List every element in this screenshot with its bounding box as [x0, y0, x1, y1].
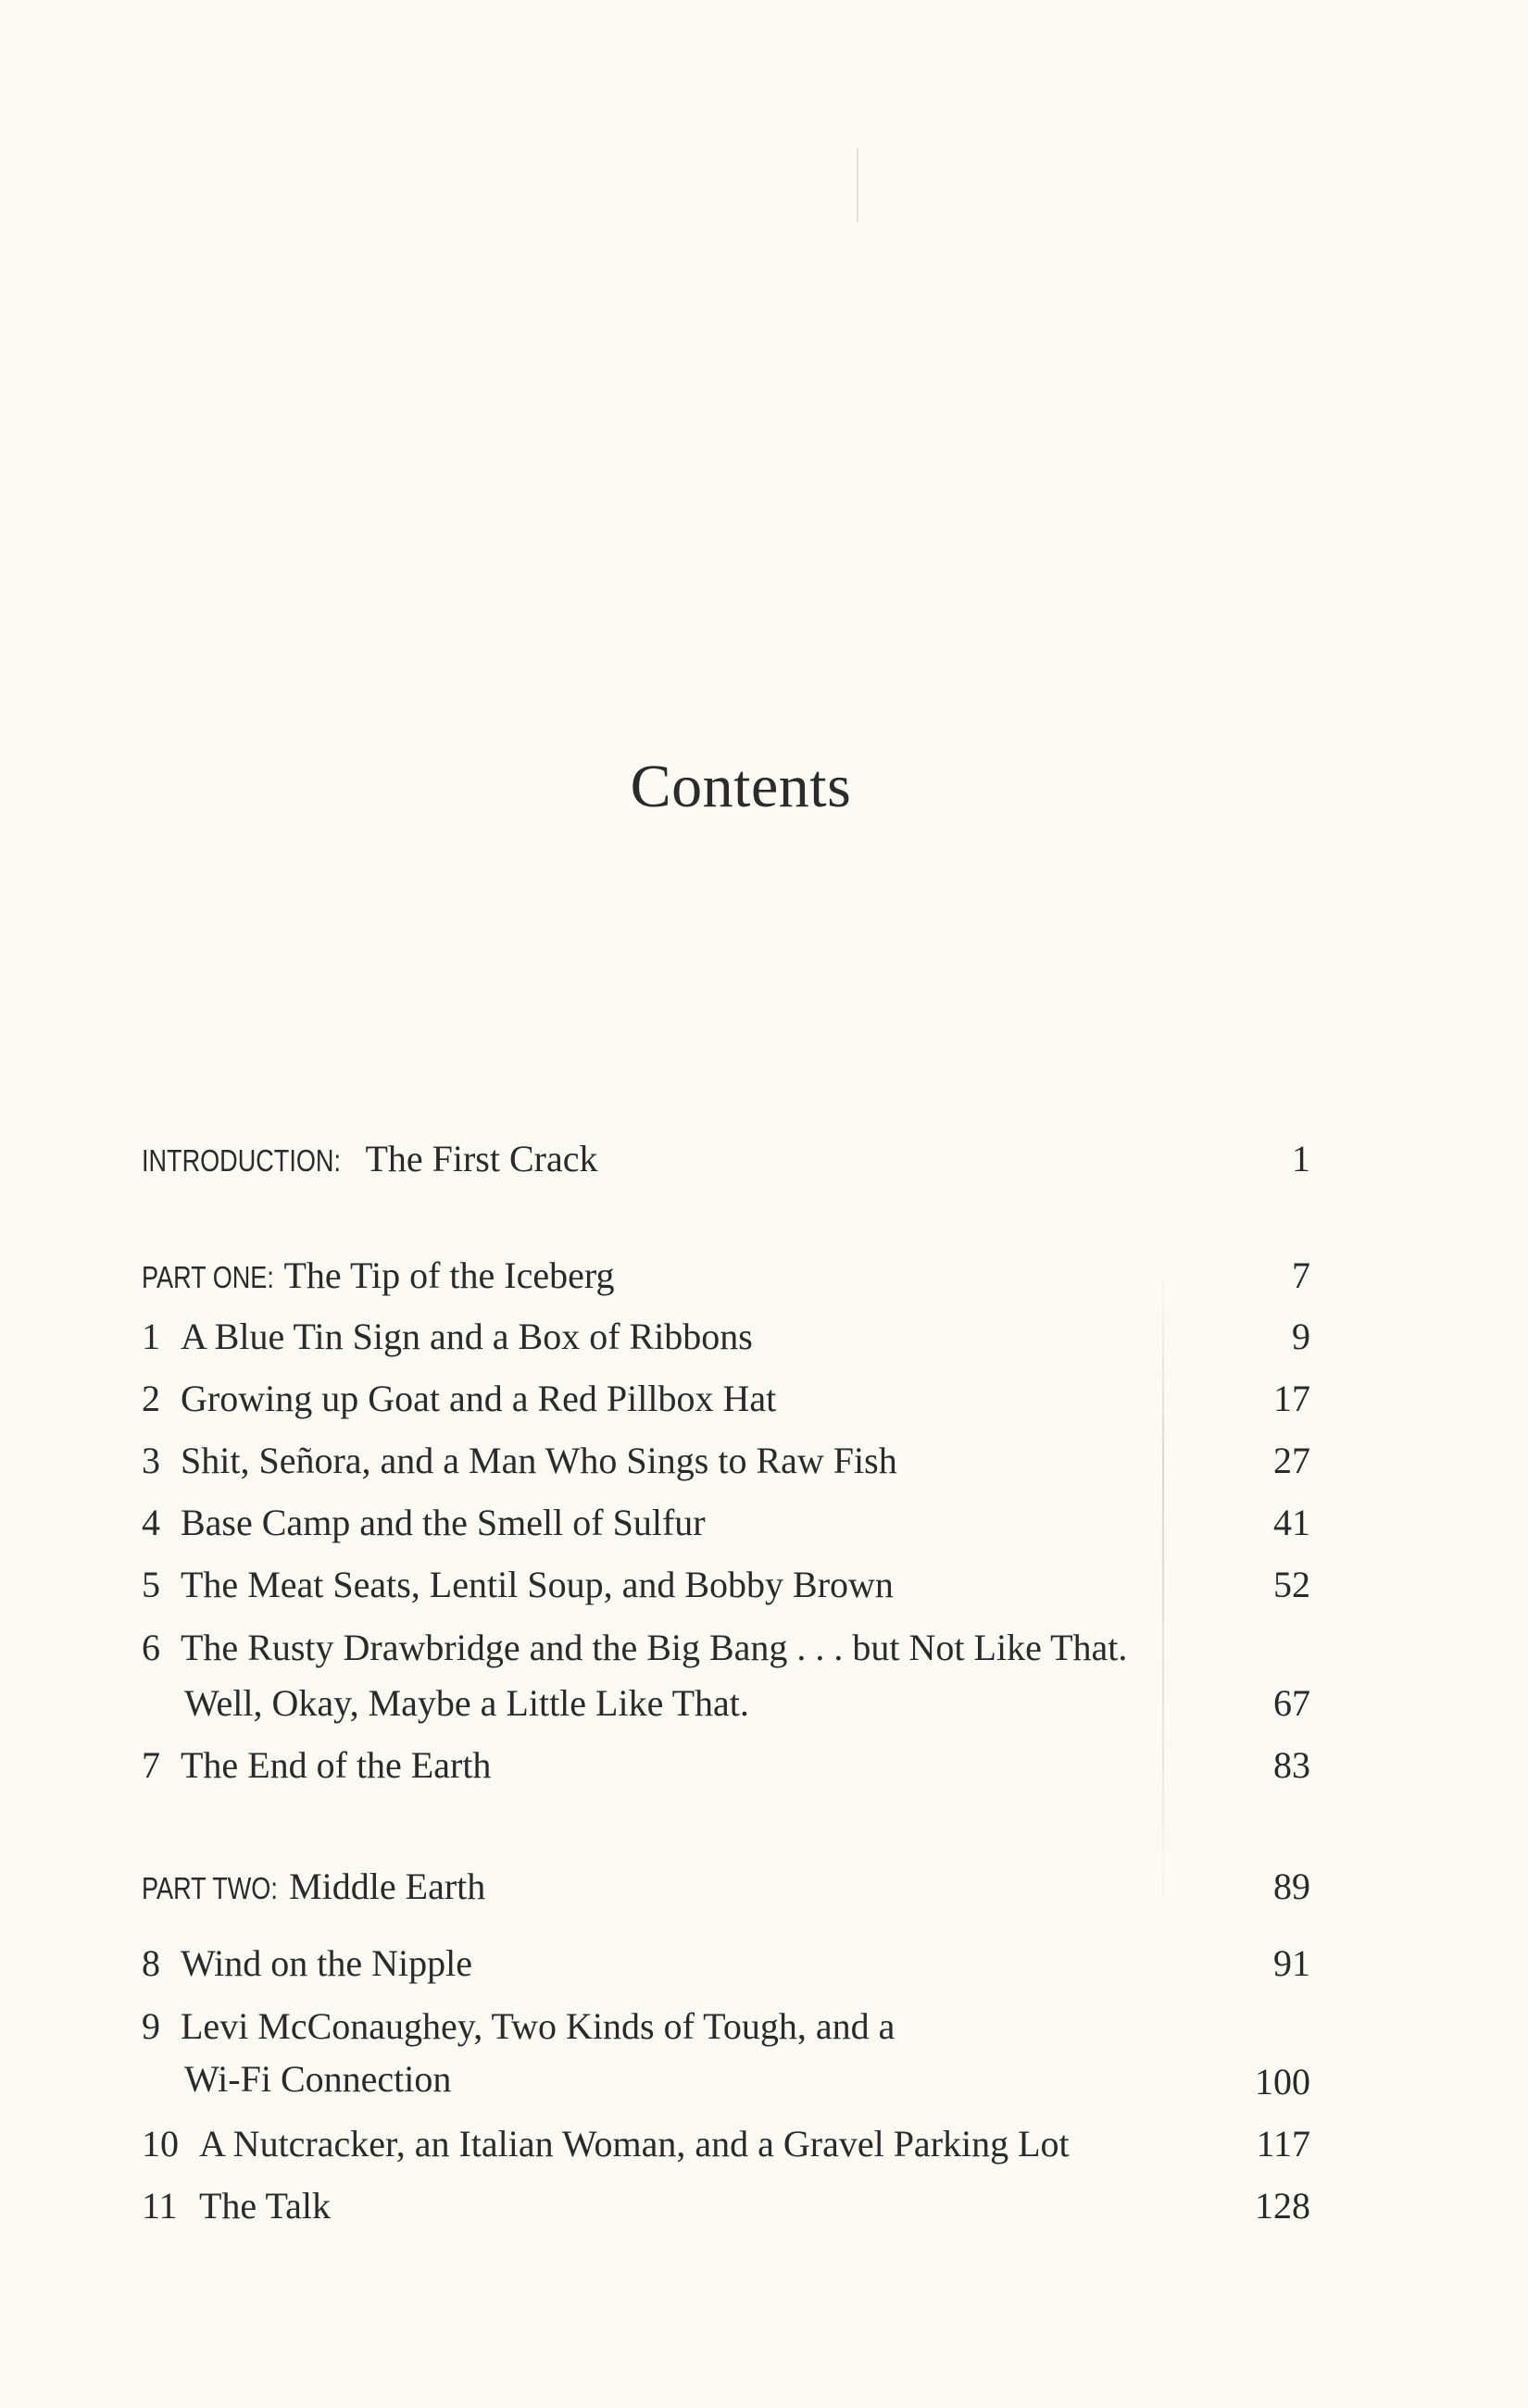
section-label: PART TWO:: [142, 1871, 278, 1905]
chapter-number: 5: [142, 1564, 160, 1605]
chapter-number: 6: [142, 1627, 160, 1668]
section-title: The First Crack: [365, 1138, 598, 1179]
section-label: INTRODUCTION:: [142, 1143, 341, 1178]
page-number: 41: [1273, 1502, 1310, 1543]
chapter-number: 1: [142, 1316, 160, 1357]
page-number: 1: [1292, 1138, 1310, 1179]
chapter-title: Base Camp and the Smell of Sulfur: [181, 1502, 706, 1543]
chapter-number: 7: [142, 1744, 160, 1786]
section-title: The Tip of the Iceberg: [283, 1254, 615, 1296]
page-crease-mark: [1162, 1268, 1164, 1916]
page-number: 100: [1255, 2061, 1310, 2102]
page-number: 83: [1273, 1744, 1310, 1786]
section-title: Middle Earth: [289, 1865, 486, 1907]
chapter-title: The Meat Seats, Lentil Soup, and Bobby Brown: [181, 1564, 894, 1605]
toc-chapter[interactable]: [142, 2005, 1310, 2104]
chapter-number: 2: [142, 1378, 160, 1419]
chapter-title: The Rusty Drawbridge and the Big Bang . . . but Not Like That.: [181, 1627, 1128, 1668]
chapter-title: A Nutcracker, an Italian Woman, and a Gravel Parking Lot: [199, 2123, 1070, 2165]
page-number: 117: [1256, 2123, 1310, 2165]
chapter-title: The Talk: [199, 2185, 331, 2227]
chapter-number: 9: [142, 2005, 160, 2047]
page-number: 9: [1292, 1316, 1310, 1357]
page-crease-mark: [857, 148, 858, 222]
chapter-title-continued: Well, Okay, Maybe a Little Like That.: [184, 1682, 749, 1724]
chapter-title: The End of the Earth: [181, 1744, 492, 1786]
toc-chapter[interactable]: [142, 1629, 1310, 1726]
chapter-number: 4: [142, 1502, 160, 1543]
chapter-title: Levi McConaughey, Two Kinds of Tough, and a: [181, 2005, 896, 2047]
chapter-number: 3: [142, 1440, 160, 1481]
chapter-number: 11: [142, 2185, 178, 2227]
page-number: 52: [1273, 1564, 1310, 1605]
chapter-title: A Blue Tin Sign and a Box of Ribbons: [181, 1316, 753, 1357]
chapter-number: 10: [142, 2123, 179, 2165]
chapter-title-continued: Wi-Fi Connection: [184, 2058, 452, 2100]
page-number: 89: [1273, 1865, 1310, 1907]
chapter-number: 8: [142, 1942, 160, 1984]
page-number: 27: [1273, 1440, 1310, 1481]
page-number: 128: [1255, 2185, 1310, 2227]
page-title: Contents: [630, 753, 852, 820]
chapter-title: Shit, Señora, and a Man Who Sings to Raw Fish: [181, 1440, 897, 1481]
section-label: PART ONE:: [142, 1260, 274, 1294]
chapter-title: Wind on the Nipple: [181, 1942, 472, 1984]
page-number: 17: [1273, 1378, 1310, 1419]
page-number: 67: [1273, 1682, 1310, 1724]
chapter-title: Growing up Goat and a Red Pillbox Hat: [181, 1378, 777, 1419]
page-number: 91: [1273, 1942, 1310, 1984]
page-number: 7: [1292, 1254, 1310, 1296]
